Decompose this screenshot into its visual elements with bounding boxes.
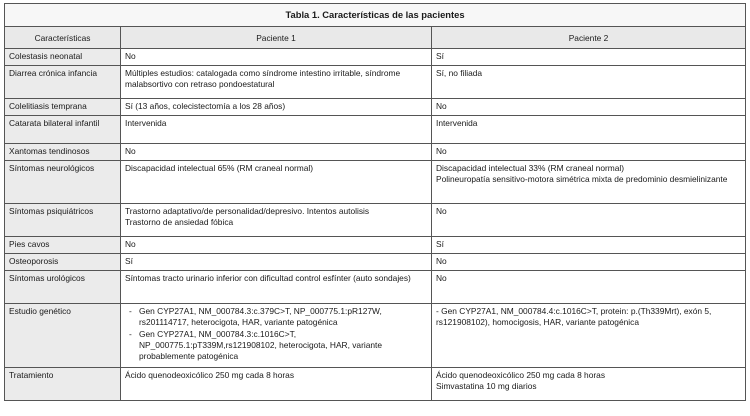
genetic-variant-list: [125, 306, 427, 361]
table-row: [5, 304, 746, 368]
row-feature: Pies cavos: [5, 237, 121, 254]
row-patient-2-value: Sí, no filiada: [432, 66, 746, 99]
row-patient-2-value: No: [432, 99, 746, 116]
row-patient-2-value: No: [432, 204, 746, 237]
row-patient-2-value: No: [432, 144, 746, 161]
row-patient-2-line-2: Polineuropatía sensitivo-motora simétrica mixta de predominio desmielinizante: [436, 173, 728, 184]
row-feature: Colestasis neonatal: [5, 49, 121, 66]
row-patient-1-value: No: [121, 144, 432, 161]
row-feature: Síntomas urológicos: [5, 271, 121, 304]
row-feature: Xantomas tendinosos: [5, 144, 121, 161]
list-item: - Gen CYP27A1, NM_000784.3:c.379C>T, NP_000775.1:pR127W, rs201114717, heterocigota, HAR, variante patogénica: [139, 306, 427, 327]
header-characteristics: Características: [5, 26, 121, 49]
table-title: Tabla 1. Características de las pacientes: [5, 4, 746, 27]
row-patient-1-value: No: [121, 49, 432, 66]
table-row: [5, 49, 746, 66]
row-patient-2-value: Sí: [432, 49, 746, 66]
row-patient-2-line-1: Discapacidad intelectual 33% (RM craneal normal): [436, 163, 625, 174]
table-row: [5, 66, 746, 99]
table-row: [5, 237, 746, 254]
header-patient-1: Paciente 1: [121, 26, 432, 49]
row-feature: Síntomas neurológicos: [5, 161, 121, 204]
table-header-row: [5, 26, 746, 49]
row-patient-2-value: [432, 161, 746, 204]
row-patient-1-line-2: Trastorno de ansiedad fóbica: [125, 216, 234, 227]
row-feature: Catarata bilateral infantil: [5, 116, 121, 144]
row-feature: Osteoporosis: [5, 254, 121, 271]
row-patient-2-value: [432, 368, 746, 401]
row-patient-2-value: Intervenida: [432, 116, 746, 144]
table-row: [5, 161, 746, 204]
row-patient-1-value: Intervenida: [121, 116, 432, 144]
table-row: [5, 254, 746, 271]
row-patient-2-value: Sí: [432, 237, 746, 254]
row-feature: Tratamiento: [5, 368, 121, 401]
row-patient-1-value: Ácido quenodeoxicólico 250 mg cada 8 horas: [121, 368, 432, 401]
patient-characteristics-table: [4, 3, 746, 401]
table-row: [5, 116, 746, 144]
row-patient-1-value: [121, 304, 432, 368]
row-patient-1-value: No: [121, 237, 432, 254]
row-patient-2-value: No: [432, 254, 746, 271]
list-item: - Gen CYP27A1, NM_000784.3:c.1016C>T, NP_000775.1:pT339M,rs121908102, heterocigota, HAR, variante probablemente patogénica: [139, 329, 427, 361]
row-patient-1-value: Sí: [121, 254, 432, 271]
row-patient-2-value: - Gen CYP27A1, NM_000784.4:c.1016C>T, protein: p.(Th339Mrt), exón 5, rs121908102), homocigosis, HAR, variante patogénica: [432, 304, 746, 368]
row-patient-1-value: [121, 204, 432, 237]
patient-characteristics-table-wrapper: [4, 3, 745, 401]
row-patient-1-value: Sí (13 años, colecistectomía a los 28 años): [121, 99, 432, 116]
row-patient-2-value: No: [432, 271, 746, 304]
row-patient-1-value: Múltiples estudios: catalogada como síndrome intestino irritable, síndrome malabsortivo con retraso pondoestatural: [121, 66, 432, 99]
row-feature: Diarrea crónica infancia: [5, 66, 121, 99]
row-feature: Estudio genético: [5, 304, 121, 368]
row-patient-1-value: Síntomas tracto urinario inferior con dificultad control esfínter (auto sondajes): [121, 271, 432, 304]
row-patient-1-line-1: Trastorno adaptativo/de personalidad/depresivo. Intentos autolisis: [125, 206, 370, 217]
table-row: [5, 144, 746, 161]
row-feature: Síntomas psiquiátricos: [5, 204, 121, 237]
row-patient-1-value: Discapacidad intelectual 65% (RM craneal normal): [121, 161, 432, 204]
row-feature: Colelitiasis temprana: [5, 99, 121, 116]
table-row: [5, 368, 746, 401]
row-patient-2-line-1: Ácido quenodeoxicólico 250 mg cada 8 horas: [436, 370, 606, 381]
table-row: [5, 99, 746, 116]
row-patient-2-line-2: Simvastatina 10 mg diarios: [436, 380, 537, 391]
table-row: [5, 204, 746, 237]
table-title-row: [5, 4, 746, 27]
table-row: [5, 271, 746, 304]
header-patient-2: Paciente 2: [432, 26, 746, 49]
